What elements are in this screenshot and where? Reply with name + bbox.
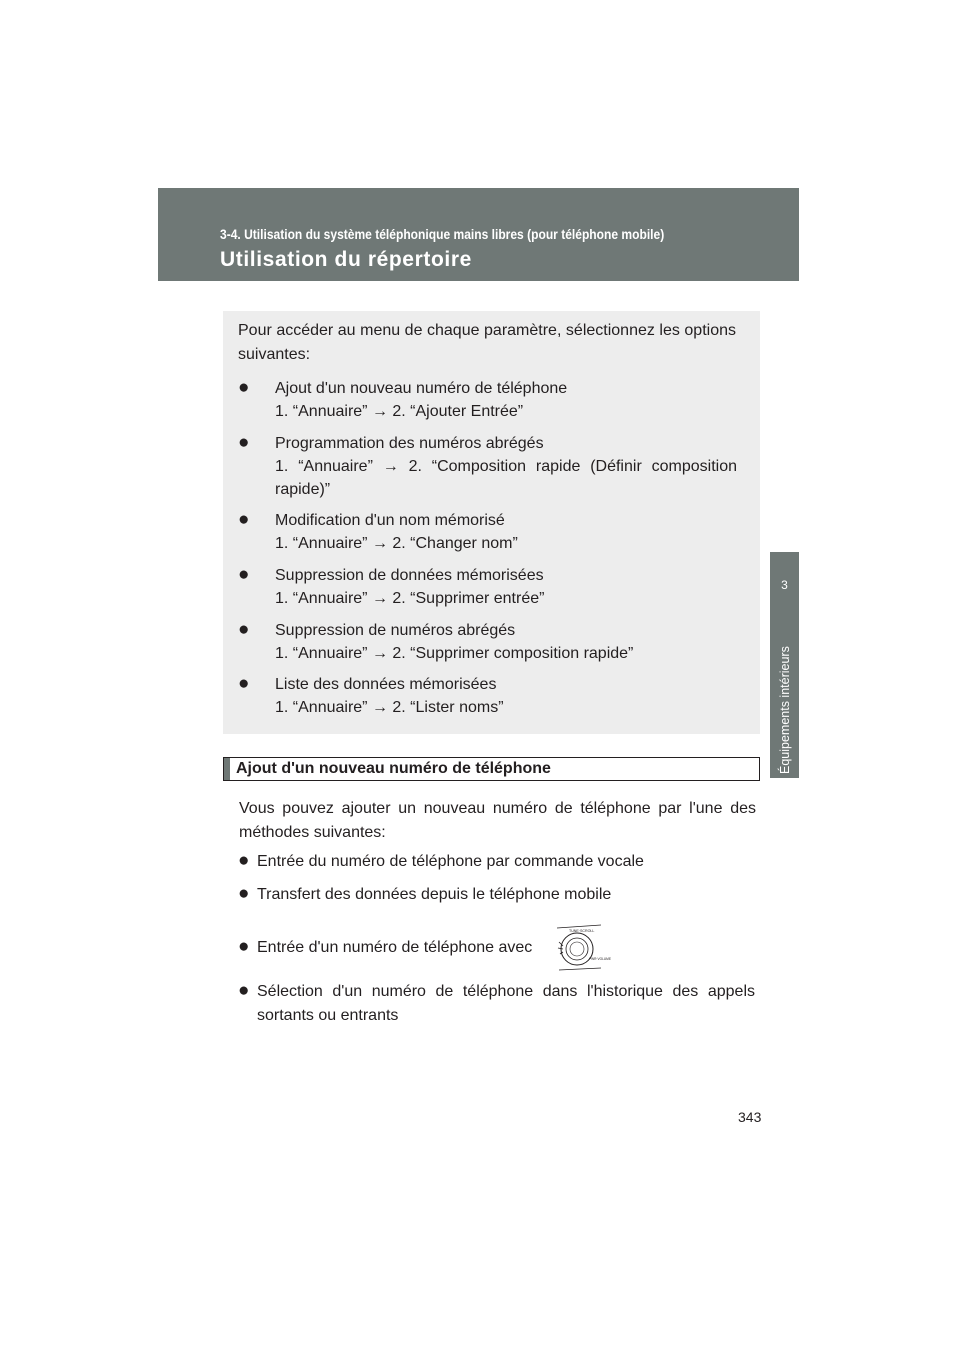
info-intro: Pour accéder au menu de chaque paramètre, sélectionnez les options suivantes: [238,322,736,363]
section-heading-bar [223,757,760,781]
menu-item-path: 1. “Annuaire” → 2. “Composition rapide (Définir composition rapide)” [275,458,737,498]
bullet-icon: ● [238,509,250,530]
bullet-icon: ● [238,432,250,453]
menu-item-path: 1. “Annuaire” → 2. “Supprimer composition rapide” [275,645,634,662]
section-heading: Ajout d'un nouveau numéro de téléphone [236,760,551,777]
list-item-text: Entrée d'un numéro de téléphone avec [257,939,533,956]
section-breadcrumb: 3-4. Utilisation du système téléphonique mains libres (pour téléphone mobile) [220,226,665,242]
menu-item-path: 1. “Annuaire” → 2. “Ajouter Entrée” [275,403,524,420]
menu-item-label: Ajout d'un nouveau numéro de téléphone [275,380,568,397]
chapter-number: 3 [781,578,788,592]
chapter-header [158,188,799,281]
menu-item-path: 1. “Annuaire” → 2. “Supprimer entrée” [275,590,545,607]
bullet-icon: ● [238,936,250,957]
bullet-icon: ● [238,619,250,640]
knob-top-label: TUNE·SCROLL [569,929,595,933]
page-title: Utilisation du répertoire [220,248,472,271]
menu-item-label: Liste des données mémorisées [275,676,497,693]
chapter-side-tab [770,552,799,778]
heading-accent [224,758,230,780]
menu-info-box [223,311,760,734]
menu-item-path: 1. “Annuaire” → 2. “Changer nom” [275,535,518,552]
menu-item-label: Suppression de données mémorisées [275,567,544,584]
knob-side-label: PWR·VOLUME [589,957,611,961]
chapter-label: Équipements intérieurs [778,646,792,774]
bullet-icon: ● [238,850,250,871]
bullet-icon: ● [238,564,250,585]
bullet-icon: ● [238,883,250,904]
section-intro: Vous pouvez ajouter un nouveau numéro de téléphone par l'une des méthodes suivantes: [239,800,756,841]
page-number: 343 [738,1109,762,1125]
menu-item-label: Suppression de numéros abrégés [275,622,516,639]
bullet-icon: ● [238,673,250,694]
menu-item-label: Modification d'un nom mémorisé [275,512,505,529]
bullet-icon: ● [238,980,250,1001]
bullet-icon: ● [238,377,250,398]
list-item-text: Entrée du numéro de téléphone par commande vocale [257,853,644,870]
menu-item-label: Programmation des numéros abrégés [275,435,544,452]
menu-item-path: 1. “Annuaire” → 2. “Lister noms” [275,699,504,716]
list-item-text: Transfert des données depuis le téléphone mobile [257,886,612,903]
tune-scroll-knob-icon [551,922,611,974]
list-item-text: Sélection d'un numéro de téléphone dans l'historique des appels sortants ou entrants [257,983,755,1024]
